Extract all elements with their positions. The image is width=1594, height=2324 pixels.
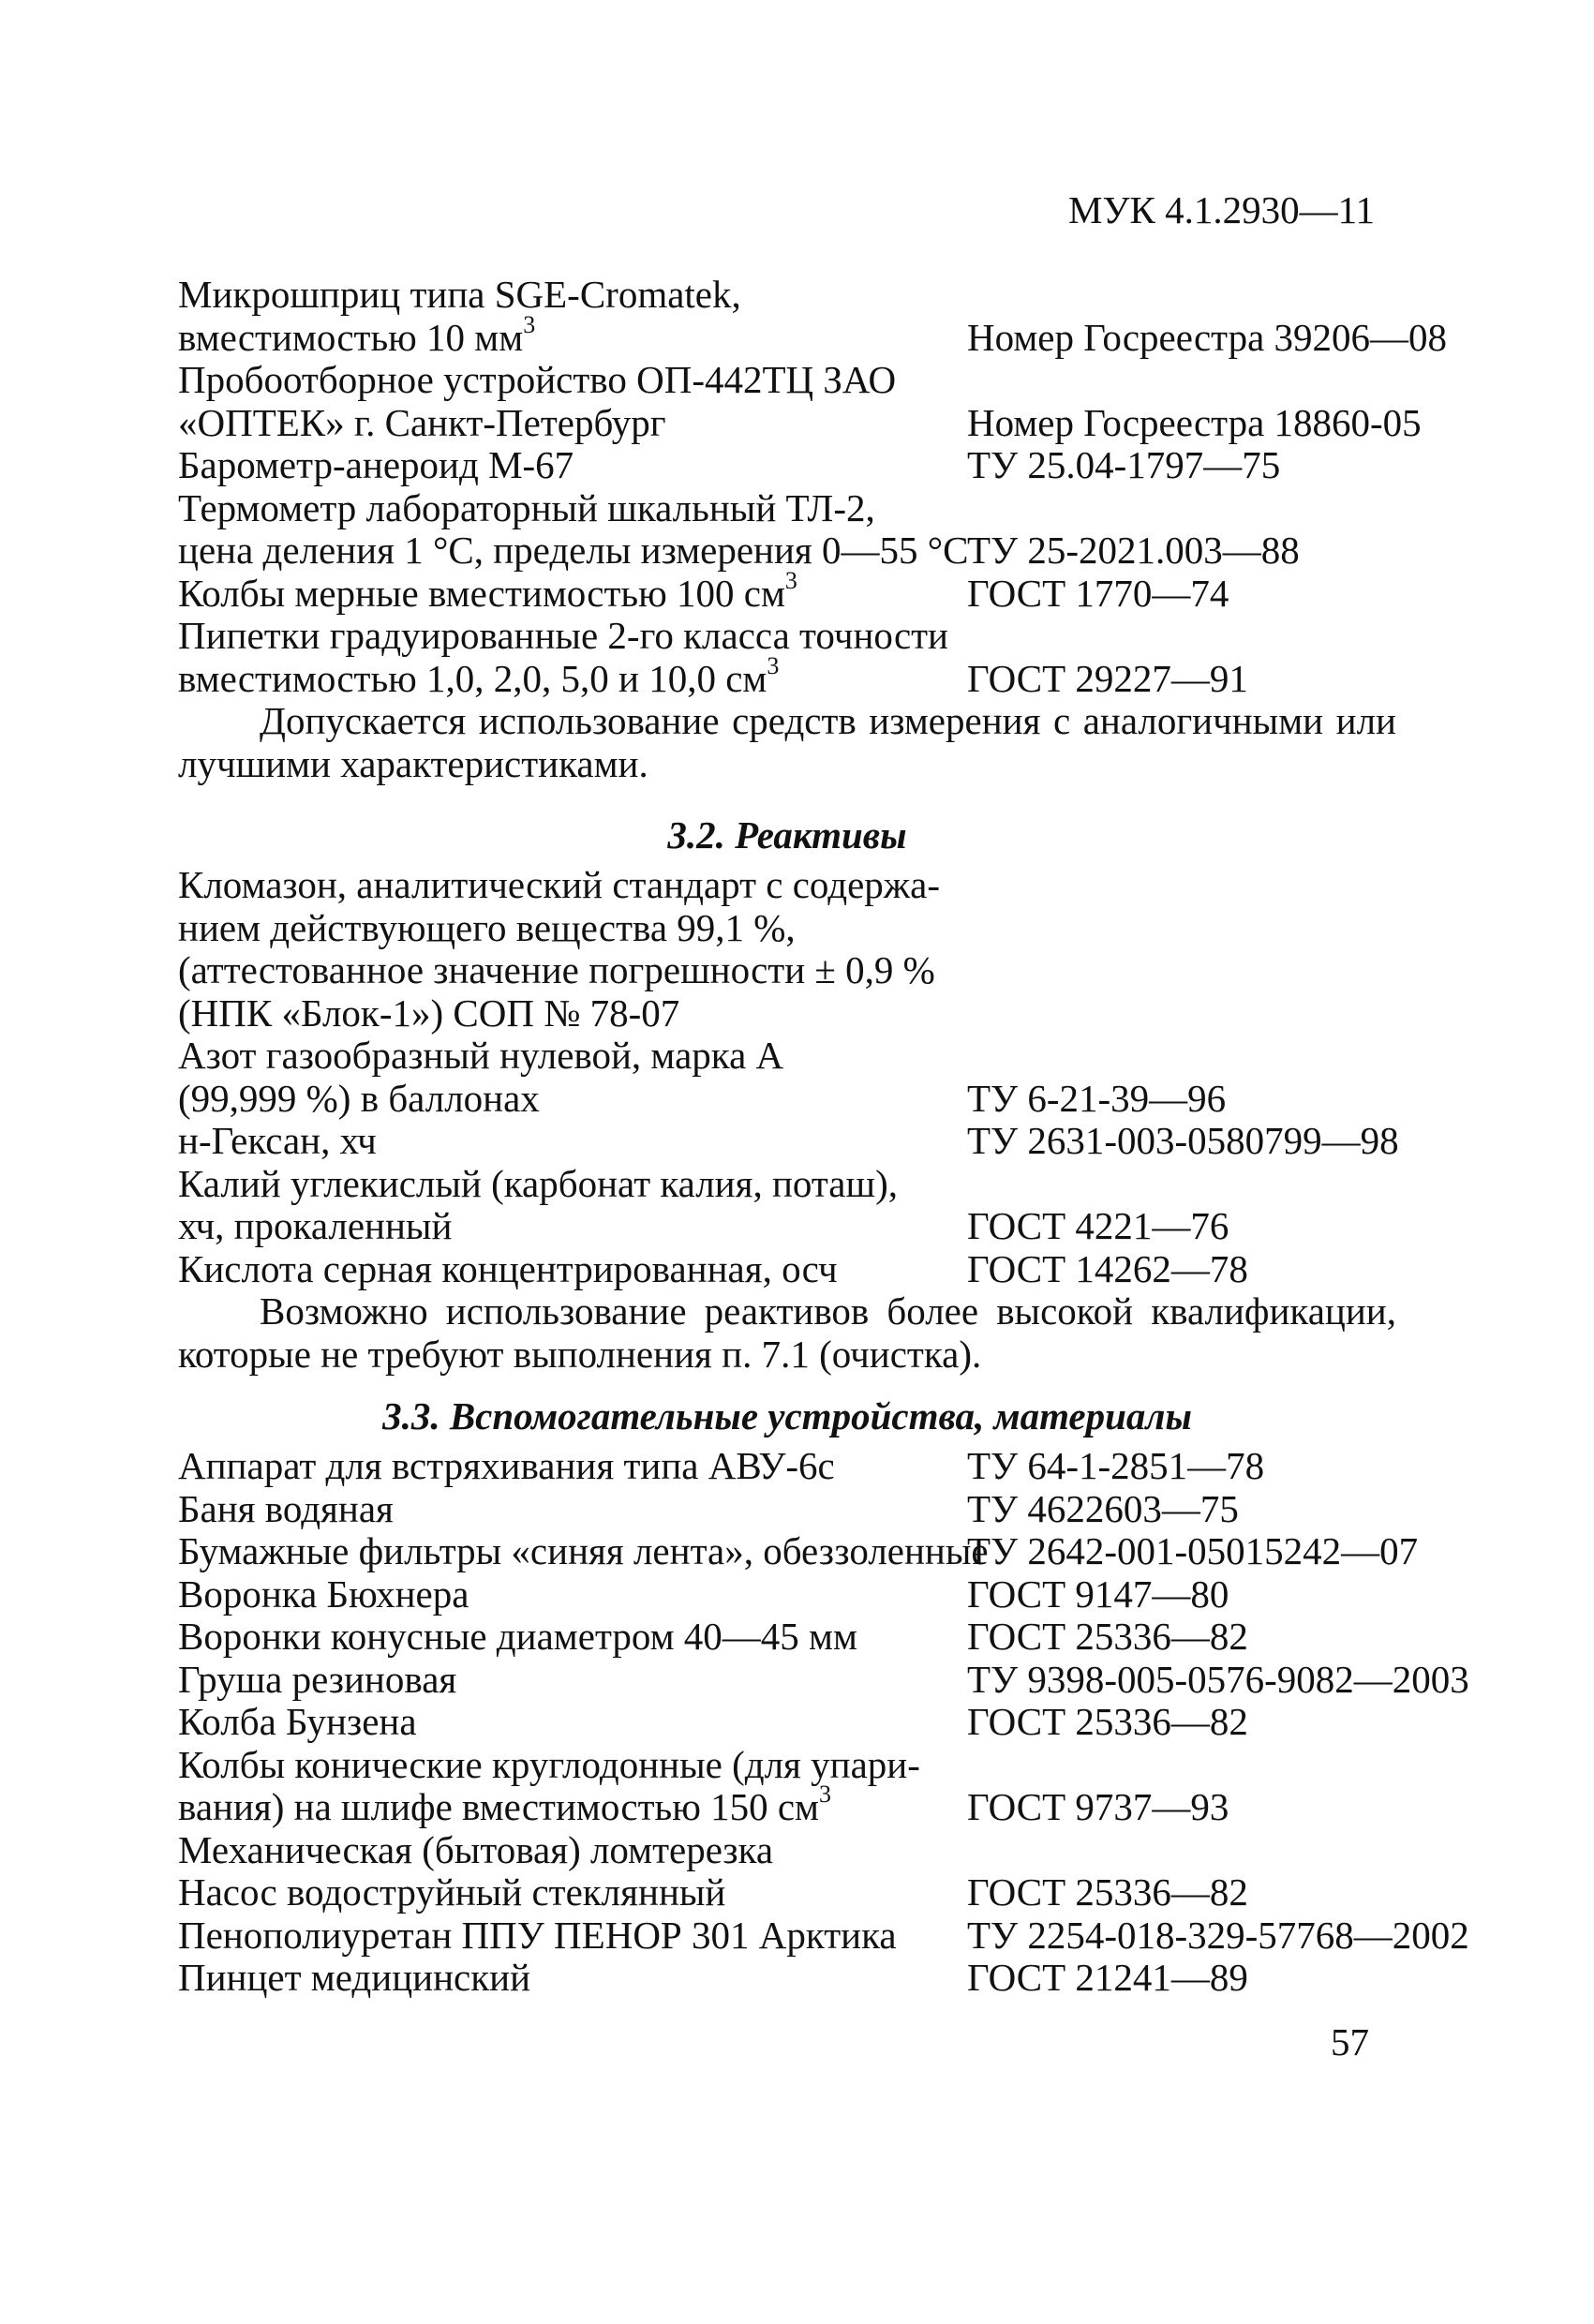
superscript: 3: [784, 566, 797, 594]
list-item: [178, 949, 1499, 992]
auxiliary-section: [178, 1387, 1499, 2000]
list-item: [178, 1120, 1499, 1163]
item-standard: Номер Госреестра 39206—08: [967, 315, 1448, 359]
item-name: Пинцет медицинский: [178, 1956, 531, 1999]
item-standard: ГОСТ 9737—93: [967, 1785, 1229, 1828]
item-name: Барометр-анероид М-67: [178, 443, 574, 486]
list-item: [178, 1035, 1499, 1078]
list-item: [178, 1701, 1499, 1744]
note-paragraph: Допускается использование средств измерения с аналогичными или лучшими характеристиками.: [178, 699, 1396, 785]
item-name: Колба Бунзена: [178, 1700, 417, 1743]
item-name: «ОПТЕК» г. Санкт-Петербург: [178, 400, 666, 444]
note-paragraph: Возможно использование реактивов более высокой квалификации, которые не требуют выполнения п. 7.1 (очистка).: [178, 1289, 1396, 1376]
list-item: [178, 402, 1499, 445]
item-standard: ГОСТ 1770—74: [967, 571, 1229, 615]
item-standard: ГОСТ 25336—82: [967, 1700, 1248, 1743]
item-name: Колбы мерные вместимостью 100 $см^3$: [178, 566, 797, 615]
list-item: [178, 1248, 1499, 1291]
list-item: [178, 1205, 1499, 1248]
item-name: нием действующего вещества 99,1 %,: [178, 905, 796, 949]
item-name: цена деления 1 °С, пределы измерения 0—55 °С: [178, 529, 969, 572]
list-item: [178, 529, 1499, 573]
item-name: вания) на шлифе вместимостью 150 $см^3$: [178, 1780, 831, 1828]
list-item: [178, 864, 1499, 907]
item-name: Азот газообразный нулевой, марка А: [178, 1034, 784, 1077]
item-name: вместимостью 10 $мм^3$: [178, 310, 536, 359]
list-item: [178, 487, 1499, 530]
item-standard: ГОСТ 14262—78: [967, 1246, 1248, 1290]
item-name: Груша резиновая: [178, 1657, 457, 1701]
list-item: [178, 1914, 1499, 1958]
list-item: [178, 1163, 1499, 1206]
item-name: Бумажные фильтры «синяя лента», обеззоленные: [178, 1529, 989, 1572]
item-name: Термометр лабораторный шкальный ТЛ-2,: [178, 485, 875, 529]
item-name: Насос водоструйный стеклянный: [178, 1870, 726, 1914]
list-item: [178, 1573, 1499, 1616]
item-name: вместимостью 1,0, 2,0, 5,0 и 10,0 $см^3$: [178, 651, 780, 700]
item-name: Кислота серная концентрированная, осч: [178, 1246, 838, 1290]
reagents-section: [178, 806, 1499, 1376]
list-item: [178, 1078, 1499, 1121]
list-item: [178, 1871, 1499, 1914]
item-name: Калий углекислый (карбонат калия, поташ),: [178, 1161, 898, 1205]
item-name: Пенополиуретан ППУ ПЕНОР 301 Арктика: [178, 1913, 897, 1957]
item-standard: ГОСТ 29227—91: [967, 656, 1248, 700]
list-item: [178, 310, 1499, 360]
item-standard: ГОСТ 25336—82: [967, 1615, 1248, 1658]
list-item: [178, 566, 1499, 616]
list-item: [178, 1488, 1499, 1531]
item-name: Воронки конусные диаметром 40—45 мм: [178, 1615, 857, 1658]
item-name: н-Гексан, хч: [178, 1119, 377, 1162]
item-name: Пробоотборное устройство ОП-442ТЦ ЗАО: [178, 358, 897, 401]
item-standard: ТУ 64-1-2851—78: [967, 1444, 1265, 1487]
section-heading: 3.2. Реактивы: [667, 813, 907, 857]
equipment-list: [178, 274, 1499, 785]
item-standard: ГОСТ 21241—89: [967, 1956, 1248, 1999]
item-name: Баня водяная: [178, 1486, 394, 1530]
list-item: [178, 1829, 1499, 1872]
list-item: [178, 907, 1499, 950]
item-name: хч, прокаленный: [178, 1204, 453, 1247]
list-item: [178, 1780, 1499, 1829]
item-standard: ТУ 6-21-39—96: [967, 1076, 1227, 1120]
item-standard: ГОСТ 4221—76: [967, 1204, 1229, 1247]
item-standard: Номер Госреестра 18860-05: [967, 400, 1422, 444]
list-item: [178, 1616, 1499, 1659]
item-standard: ТУ 2254-018-329-57768—2002: [967, 1913, 1469, 1957]
page-number: 57: [1331, 2020, 1369, 2063]
superscript: 3: [523, 310, 536, 338]
item-standard: ТУ 25-2021.003—88: [967, 529, 1300, 572]
item-name: Аппарат для встряхивания типа АВУ-6с: [178, 1444, 835, 1487]
document-code-header: МУК 4.1.2930—11: [1068, 188, 1376, 231]
item-name: Пипетки градуированные 2-го класса точности: [178, 614, 949, 657]
item-name: Микрошприц типа SGE-Cromatek,: [178, 273, 741, 316]
list-item: [178, 992, 1499, 1035]
item-standard: ТУ 4622603—75: [967, 1486, 1239, 1530]
section-heading: 3.3. Вспомогательные устройства, материалы: [382, 1394, 1192, 1438]
item-standard: ГОСТ 25336—82: [967, 1870, 1248, 1914]
item-name: (99,999 %) в баллонах: [178, 1076, 540, 1120]
item-name: (аттестованное значение погрешности ± 0,9 %: [178, 948, 935, 991]
list-item: [178, 615, 1499, 658]
item-standard: ТУ 2631-003-0580799—98: [967, 1119, 1399, 1162]
item-standard: ТУ 25.04-1797—75: [967, 443, 1281, 486]
item-standard: ТУ 2642-001-05015242—07: [967, 1529, 1419, 1572]
item-name: Колбы конические круглодонные (для упари-: [178, 1742, 920, 1786]
item-name: Воронка Бюхнера: [178, 1572, 469, 1616]
list-item: [178, 1957, 1499, 2000]
item-name: Кломазон, аналитический стандарт с содержа-: [178, 863, 940, 906]
list-item: [178, 1445, 1499, 1488]
item-standard: ГОСТ 9147—80: [967, 1572, 1229, 1616]
list-item: [178, 359, 1499, 402]
item-name: (НПК «Блок-1») СОП № 78-07: [178, 991, 680, 1035]
list-item: [178, 1744, 1499, 1787]
superscript: 3: [818, 1780, 831, 1809]
list-item: [178, 274, 1499, 317]
list-item: [178, 651, 1499, 701]
list-item: [178, 1659, 1499, 1702]
item-standard: ТУ 9398-005-0576-9082—2003: [967, 1657, 1469, 1701]
list-item: [178, 444, 1499, 487]
list-item: [178, 1530, 1499, 1573]
item-name: Механическая (бытовая) ломтерезка: [178, 1827, 774, 1871]
superscript: 3: [767, 651, 780, 679]
